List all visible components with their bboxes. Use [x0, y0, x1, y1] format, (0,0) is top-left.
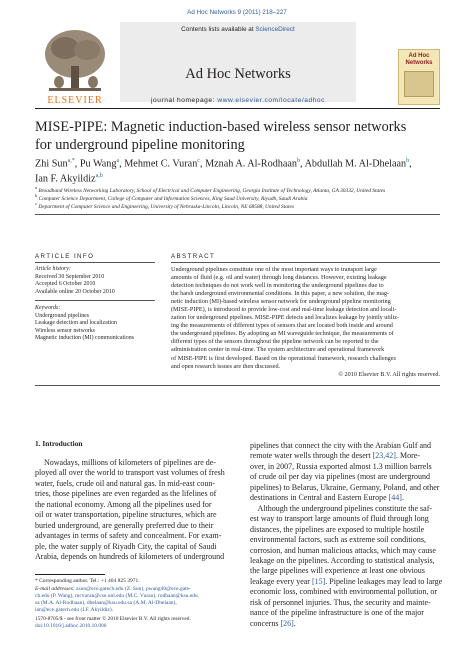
- footnote-rule: [35, 574, 105, 575]
- body-line-tail: . Pipeline leakages may lead to large: [325, 576, 443, 586]
- author-name: Ian F. Akyildiz: [35, 173, 96, 185]
- history-item: Available online 20 October 2010: [35, 288, 115, 295]
- body-line-text: Although the underground pipelines constitute the saf-: [250, 503, 433, 513]
- body-line: [250, 514, 446, 524]
- body-line-text: corrosion, and human malicious attacks, which may cause: [250, 545, 436, 555]
- body-line: oil or water transportation, pipeline structures, which are: [35, 510, 217, 520]
- body-line-text: concerns: [250, 618, 281, 628]
- body-line-text: environmental factors, such as extreme soil conditions,: [250, 535, 426, 545]
- abstract-line: and open research issues are then discussed.: [171, 362, 281, 370]
- author-name: Mehmet C. Vuran: [124, 158, 198, 170]
- body-line-text: risk of personnel injuries. Thus, the security and mainte-: [250, 597, 431, 607]
- author-affil-marker[interactable]: a,*: [67, 158, 75, 164]
- body-line: [250, 556, 446, 566]
- abstract-copyright: © 2010 Elsevier B.V. All rights reserved.: [338, 371, 440, 378]
- body-line-text: over, in 2007, Russia exported almost 1.3 million barrels: [250, 461, 432, 471]
- history-label: Article history:: [35, 266, 71, 272]
- body-line-text: the large pipelines will experience at least one obvious: [250, 566, 425, 576]
- author-affil-marker[interactable]: c: [197, 158, 200, 164]
- author-name: Zhi Sun: [35, 158, 68, 170]
- title-line: MISE-PIPE: Magnetic induction-based wireless sensor networks: [35, 119, 407, 135]
- body-line-text: pipelines) to Belarus, Ukraine, Germany, Poland, and other: [250, 482, 440, 492]
- introduction-heading: 1. Introduction: [35, 439, 83, 448]
- abstract-rule: [171, 262, 440, 263]
- cover-image-icon: [404, 71, 434, 97]
- affiliation-marker: b: [35, 193, 38, 198]
- intro-left-column: [35, 458, 231, 563]
- abstract-line: different types of the sensors throughout the pipeline network can be reported to the: [171, 338, 379, 346]
- keywords-label: Keywords:: [35, 305, 61, 311]
- issn-doi-block: [35, 616, 235, 630]
- abstract-line: (MISE-PIPE), is introduced to provide low-cost and real-time leakage detection and locali-: [171, 306, 397, 314]
- email-footnote: [35, 586, 231, 614]
- info-rule: [35, 262, 155, 263]
- body-line: [250, 546, 446, 556]
- publisher-name: ELSEVIER: [47, 95, 103, 106]
- citation-link[interactable]: [23,42]: [372, 451, 396, 461]
- abstract-line: administration center in real-time. The system architecture and operational framework: [171, 346, 385, 354]
- abstract-line: ing the measurements of different types of sensors that are located both inside and around: [171, 322, 393, 330]
- contents-prefix: Contents lists available at: [181, 26, 256, 33]
- citation-link[interactable]: [15]: [311, 576, 326, 586]
- body-line: tries, those pipelines are even regarded as the lifelines of: [35, 489, 217, 499]
- affiliation-rule: [35, 214, 440, 215]
- body-line-text: economic loss, combined with environmental pollution, or: [250, 587, 438, 597]
- title-line: for underground pipeline monitoring: [35, 137, 245, 153]
- author-affil-marker[interactable]: a,b: [95, 173, 103, 180]
- abstract-line: Underground pipelines constitute one of the most important ways to transport large: [171, 266, 377, 273]
- body-line-text: est way to transport large amounts of fluid through long: [250, 514, 429, 524]
- email-link[interactable]: zsun@ece.gatech.edu (Z. Sun), pwang40@ece.gate-: [76, 586, 191, 592]
- body-line: [250, 598, 446, 608]
- body-line-text: of crude oil per day via pipelines (most are underground: [250, 472, 431, 482]
- article-info-heading: ARTICLE INFO: [35, 253, 95, 260]
- homepage-url-link[interactable]: www.elsevier.com/locate/adhoc: [217, 97, 325, 104]
- body-line: buried underground, are generally preferred due to their: [35, 520, 214, 530]
- email-link[interactable]: ian@ece.gatech.edu (I.F. Akyildiz).: [35, 607, 114, 613]
- affiliation-marker: c: [35, 201, 37, 206]
- abstract-bottom-rule: [35, 385, 440, 386]
- author-affil-marker[interactable]: b: [406, 158, 410, 164]
- journal-homepage: [120, 97, 356, 104]
- body-line: [250, 451, 446, 461]
- body-line: ple, the water supply of Riyadh City, the capital of Saudi: [35, 541, 217, 551]
- body-line: [250, 483, 446, 493]
- author-affil-marker[interactable]: a: [116, 158, 120, 164]
- affiliation: [35, 200, 445, 211]
- body-line-tail: .: [293, 618, 296, 628]
- keyword: Wireless sensor networks: [35, 327, 95, 334]
- body-line: [250, 577, 446, 587]
- abstract-line: of MISE-PIPE is first developed. Based on the operational framework, research challenges: [171, 354, 396, 362]
- history-item: Accepted 6 October 2010: [35, 281, 96, 288]
- history-rule: [35, 300, 155, 301]
- abstract-line: the underground pipelines. By adopting an MI waveguide technique, the measurements of: [171, 330, 394, 338]
- running-head: Ad Hoc Networks 9 (2011) 218–227: [187, 9, 287, 16]
- body-line: [250, 441, 446, 451]
- affiliation-text: Broadband Wireless Networking Laboratory, School of Electrical and Computer Engineering, Georgia Institute of Technology, Atlanta, GA 30332, United States: [38, 187, 386, 194]
- body-line-text: distances, the pipelines are exposed to multiple hostile: [250, 524, 425, 534]
- author-name: Mznah A. Al-Rodhaan: [205, 158, 298, 170]
- history-item: Received 30 September 2010: [35, 273, 105, 280]
- abstract-text: [171, 266, 440, 371]
- elsevier-tree-logo-icon: [35, 22, 115, 102]
- body-line-text: remote water wells through the desert: [250, 451, 373, 461]
- abstract-heading: ABSTRACT: [171, 253, 216, 260]
- corresponding-author-note: * Corresponding author. Tel.: +1 404 825 3971.: [35, 578, 140, 584]
- body-line-text: nance of the pipeline infrastructure is one of the major: [250, 608, 424, 618]
- affiliation-text: Computer Science Department, College of Computer and Information Sciences, King Saud University, Riyadh, Saudi Arabia: [38, 195, 308, 202]
- body-line: [250, 619, 446, 629]
- sciencedirect-link[interactable]: ScienceDirect: [255, 26, 295, 33]
- body-line: water, fuels, crude oil and natural gas. In mid-east coun-: [35, 478, 216, 488]
- abstract-line: zation for underground pipelines. MISE-PIPE detects and localizes leakage by jointly utiliz-: [171, 314, 400, 322]
- affiliation-text: Department of Computer Science and Engineering, University of Nebraska-Lincoln, Lincoln, NE 68588, United States: [38, 203, 294, 210]
- journal-name: Ad Hoc Networks: [185, 66, 291, 82]
- journal-header-box: [120, 22, 356, 102]
- body-line: [250, 608, 446, 618]
- body-line-text: leakage on the pipelines. According to statistical analysis,: [250, 555, 435, 565]
- email-link[interactable]: ch.edu (P. Wang), mcvuran@cse.unl.edu (M.C. Vuran), rodhaan@ksu.edu.: [35, 593, 200, 599]
- body-line: [250, 535, 446, 545]
- contents-line: [120, 26, 356, 33]
- affiliation-marker: a: [35, 185, 37, 190]
- homepage-prefix: journal homepage:: [151, 97, 218, 104]
- body-line-text: destinations in Central and Eastern Europe: [250, 493, 389, 503]
- body-line: [250, 472, 446, 482]
- header-rule: [35, 108, 440, 109]
- body-line: Nowadays, millions of kilometers of pipelines are de-: [44, 458, 216, 467]
- article-title: [35, 118, 445, 154]
- body-line: [250, 525, 446, 535]
- abstract-line: netic induction (MI)-based wireless sensor network for underground pipeline monitoring: [171, 298, 391, 306]
- issn-line: 1570-8705/$ - see front matter © 2010 Elsevier B.V. All rights reserved.: [35, 616, 191, 622]
- abstract-line: amounts of fluid (e.g. oil and water) through long distances. However, existing leakage: [171, 274, 387, 282]
- keywords: [35, 305, 155, 343]
- keyword: Magnetic induction (MI) communications: [35, 335, 134, 342]
- cover-title: Ad Hoc Networks: [405, 53, 433, 66]
- keyword: Leakage detection and localization: [35, 320, 117, 327]
- email-link[interactable]: sa (M.A. Al-Rodhaan), dhelaan@ksu.edu.sa (A.M. Al-Dhelaan),: [35, 600, 177, 606]
- body-line: ployed all over the world to transport vast volumes of fresh: [35, 468, 225, 478]
- email-label: E-mail addresses:: [35, 586, 77, 592]
- keyword: Underground pipelines: [35, 312, 90, 319]
- body-line-text: leakage every year: [250, 576, 312, 586]
- citation-link[interactable]: [26]: [280, 618, 294, 628]
- author-name: Pu Wang: [79, 158, 117, 170]
- citation-link[interactable]: [44]: [388, 493, 402, 503]
- body-line: Arabia, depends on hundreds of kilometers of underground: [35, 552, 225, 562]
- body-line: advantages in terms of safety and concealment. For exam-: [35, 531, 222, 541]
- author-list: Zhi Sun$^{a,*}$, Pu Wang$^a$, Mehmet C. Vuran$^c$, Mznah A. Al-Rodhaan$^b$, Abdullah M. Al-Dhelaan$^b$, Ian F. Akyildiz$^{a,b}$: [35, 158, 412, 185]
- body-line: [250, 566, 446, 576]
- doi-link[interactable]: doi:10.1016/j.adhoc.2010.10.006: [35, 623, 107, 629]
- body-line-tail: . More-: [395, 451, 420, 461]
- body-line: [250, 587, 446, 597]
- author-name: Abdullah M. Al-Dhelaan: [304, 158, 407, 170]
- body-line: [250, 504, 446, 514]
- body-line: [250, 493, 446, 503]
- abstract-line: the harsh underground environmental conditions. In this paper, a new solution, the mag-: [171, 290, 390, 298]
- article-history: [35, 266, 155, 296]
- body-line-tail: .: [401, 493, 404, 503]
- body-line: the national economy. Among all the pipelines used for: [35, 499, 212, 509]
- abstract-line: detection techniques do not work well in monitoring the underground pipelines due to: [171, 282, 384, 290]
- intro-right-column: [250, 441, 446, 629]
- body-line: [250, 462, 446, 472]
- body-line-text: pipelines that connect the city with the Arabian Gulf and: [250, 441, 432, 450]
- author-affil-marker[interactable]: b: [297, 158, 301, 164]
